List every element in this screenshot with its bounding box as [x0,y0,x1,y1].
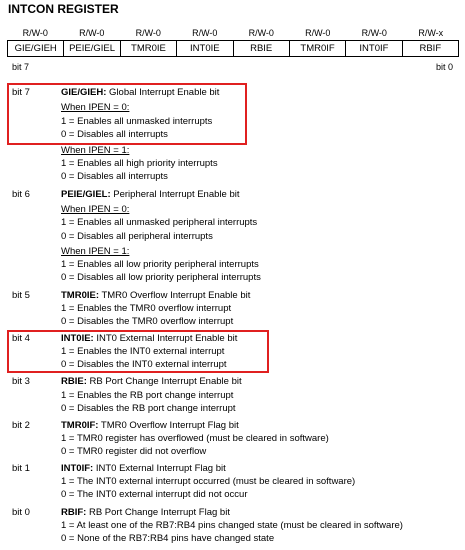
access-bit1: R/W-0 [361,28,387,38]
bit-cell-tmr0if: TMR0IF [289,41,345,57]
bit6-line1: 1 = Enables all unmasked peripheral interrupts [61,217,258,228]
bit3-label: bit 3 [12,376,30,387]
bit3-name: RBIE: [61,376,87,387]
access-row [7,28,459,40]
access-bit2: R/W-0 [305,28,331,38]
bit-cell-rbie: RBIE [233,41,289,57]
bit1-desc: INT0 External Interrupt Flag bit [93,463,226,474]
bit7-name: GIE/GIEH: [61,87,107,98]
bit6-label: bit 6 [12,189,30,200]
bit7-ipen1: When IPEN = 1: [61,145,130,156]
bit4-line2: 0 = Disables the INT0 external interrupt [61,359,227,370]
access-bit4: R/W-0 [192,28,218,38]
bit3-desc: RB Port Change Interrupt Enable bit [86,376,242,387]
bit0-name: RBIF: [61,507,87,518]
bit0-label: bit 0 [12,507,30,518]
bit1-title [61,463,226,474]
bit-cell-tmr0ie: TMR0IE [120,41,176,57]
bit-cell-int0if: INT0IF [346,41,402,57]
register-title: INTCON REGISTER [8,2,119,16]
bit7-desc: Global Interrupt Enable bit [106,87,220,98]
bit2-desc: TMR0 Overflow Interrupt Flag bit [98,420,239,431]
bit4-desc: INT0 External Interrupt Enable bit [93,333,238,344]
bit2-line1: 1 = TMR0 register has overflowed (must be cleared in software) [61,433,329,444]
access-bit0: R/W-x [418,28,444,38]
bit5-title [61,290,250,301]
bit-low-label: bit 0 [435,62,453,72]
bit-cell-peie: PEIE/GIEL [64,41,120,57]
bit7-label: bit 7 [12,87,30,98]
bit2-name: TMR0IF: [61,420,99,431]
bit4-name: INT0IE: [61,333,94,344]
bit4-line1: 1 = Enables the INT0 external interrupt [61,346,225,357]
bit6-ipen0: When IPEN = 0: [61,204,130,215]
bit7-line1: 1 = Enables all unmasked interrupts [61,116,213,127]
bit1-name: INT0IF: [61,463,94,474]
bit0-desc: RB Port Change Interrupt Flag bit [86,507,230,518]
bit4-label: bit 4 [12,333,30,344]
bit5-desc: TMR0 Overflow Interrupt Enable bit [99,290,251,301]
bit6-name: PEIE/GIEL: [61,189,111,200]
bit5-line1: 1 = Enables the TMR0 overflow interrupt [61,303,232,314]
highlight-box-bit4 [7,330,269,373]
access-bit6: R/W-0 [79,28,105,38]
bit1-line1: 1 = The INT0 external interrupt occurred (must be cleared in software) [61,476,356,487]
bit2-title [61,420,239,431]
access-bit5: R/W-0 [135,28,161,38]
access-bit7: R/W-0 [22,28,48,38]
bit2-label: bit 2 [12,420,30,431]
bit3-title [61,376,242,387]
bit7-line4: 0 = Disables all interrupts [61,171,168,182]
bit6-ipen1: When IPEN = 1: [61,246,130,257]
bit6-title [61,189,239,200]
bit1-label: bit 1 [12,463,30,474]
bit5-line2: 0 = Disables the TMR0 overflow interrupt [61,316,234,327]
bit-cell-rbif: RBIF [402,41,458,57]
bit3-line1: 1 = Enables the RB port change interrupt [61,390,234,401]
bit5-name: TMR0IE: [61,290,99,301]
bit6-desc: Peripheral Interrupt Enable bit [110,189,240,200]
bit5-label: bit 5 [12,290,30,301]
access-bit3: R/W-0 [248,28,274,38]
bit0-line1: 1 = At least one of the RB7:RB4 pins changed state (must be cleared in software) [61,520,403,531]
bit-cell-gie: GIE/GIEH [8,41,64,57]
bit3-line2: 0 = Disables the RB port change interrupt [61,403,236,414]
bit7-line2: 0 = Disables all interrupts [61,129,168,140]
bit-high-label: bit 7 [12,62,30,72]
bit7-ipen0: When IPEN = 0: [61,102,130,113]
bit-cell-int0ie: INT0IE [177,41,233,57]
register-bit-table [7,40,459,57]
bit2-line2: 0 = TMR0 register did not overflow [61,446,207,457]
bit6-line3: 1 = Enables all low priority peripheral interrupts [61,259,259,270]
bit1-line2: 0 = The INT0 external interrupt did not occur [61,489,248,500]
bit0-title [61,507,230,518]
bit6-line2: 0 = Disables all peripheral interrupts [61,231,213,242]
bit7-line3: 1 = Enables all high priority interrupts [61,158,218,169]
bit6-line4: 0 = Disables all low priority peripheral interrupts [61,272,261,283]
bit0-line2: 0 = None of the RB7:RB4 pins have changed state [61,533,275,544]
highlight-box-bit7 [7,83,247,145]
